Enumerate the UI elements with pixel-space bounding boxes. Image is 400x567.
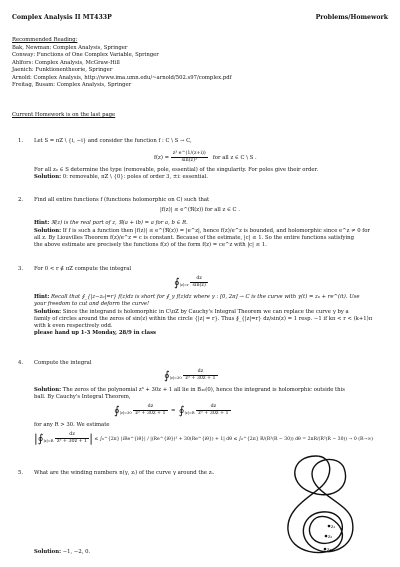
solution-text: family of circles around the zeros of sin(z) within the circle {|z| = r}. Thus ∮_{|z|=r} dz/sin(z) = 1 resp. −1 if kπ < r < (k+1)π [34, 315, 373, 322]
contour-integral-icon: ∮ [114, 403, 120, 417]
reading-line: Jaenich: Funktionentheorie, Springer [12, 67, 113, 73]
hint-text: your freedom to cut and deform the curve! [34, 301, 150, 308]
problem-statement: Find all entire functions f (functions holomorphic on C) such that [34, 197, 210, 203]
solution-text: all z. By Liouvilles Theorem f(z)/e^z = c is constant. Because of the estimate, |c| ≤ 1. So the entire functions satisfying [34, 234, 354, 241]
integral-fraction [190, 276, 207, 289]
integral-fraction [183, 369, 217, 382]
integral-numerator: dz [190, 276, 207, 283]
solution-label: Solution: [34, 227, 62, 234]
integral-numerator: dz [183, 369, 217, 376]
estimate-text: ≤ ∫₀^{2π} |iRe^{iθ}| / |(Re^{iθ})³ + 30(Re^{iθ}) + 1| dθ ≤ ∫₀^{2π} R/(R³(R − 30)) dθ = 2πR/(R³(R − 30)) → 0 (R→∞) [94, 436, 373, 442]
solution-text: If f is such a function then |f(z)| ≤ e^(ℜ(z)) = |e^z|, hence f(z)/e^z is bounded, and holomorphic since e^z ≠ 0 for [61, 227, 370, 234]
curve-gamma-diagram [282, 450, 364, 562]
contour-integral-icon: ∮ [178, 403, 185, 417]
integral-numerator: dz [55, 432, 89, 439]
point-z2 [325, 535, 328, 538]
formula-denominator: sin(z)³ [181, 158, 197, 164]
cauchy-equality: $∮_{|z|=30}$ $\frac{dz}{\text{z³ + 30z + 1}}$ = $∮_{|z|=R}$ $\frac{dz}{\text{z³ + 30z + 1}}$ [114, 403, 229, 417]
curve-gamma [288, 456, 353, 553]
integral-fraction [133, 404, 167, 417]
formula-numerator: z³ e^(1/(z+i)) [172, 151, 206, 157]
estimate-intro: for any R > 30. We estimate [34, 421, 110, 428]
integral-subscript: |z|=R [184, 410, 195, 415]
integral-numerator: dz [133, 404, 167, 411]
contour-integral-icon: |∮ [34, 431, 44, 445]
formula-rhs: for all z ∈ C \ S . [212, 155, 257, 162]
reading-title: Recommended Reading: [12, 37, 78, 43]
problem-formula: |f(z)| ≤ e^(ℜ(z)) for all z ∈ C . [160, 207, 240, 214]
integral-subscript: |z|=30 [119, 410, 132, 415]
solution-label: Solution: [34, 387, 62, 394]
solution-label: Solution: [34, 308, 62, 315]
integral-denominator: sin(z) [192, 283, 206, 289]
problem-after: For all z₀ ∈ S determine the type (removable, pole, essential) of the singularity. For poles give their order. [34, 167, 319, 174]
integral-subscript: |z|=30 [169, 376, 182, 381]
solution-text: ball. By Cauchy's Integral Theorem, [34, 394, 131, 401]
contour-integral-icon: ∮ [174, 276, 180, 290]
integral-denominator: z³ + 30z + 1 [56, 438, 88, 444]
page-header [12, 14, 388, 24]
reading-line: Ahlfors: Complex Analysis, McGraw-Hill [12, 59, 120, 66]
problem-3 [12, 266, 388, 356]
solution-text: 0: removable, πZ \ {0}: poles of order 3, ±i: essential. [61, 174, 208, 181]
solution-text: with k even respectively odd. [34, 323, 113, 330]
integral-fraction [55, 432, 89, 445]
integral-subscript: |z|=r [179, 283, 189, 288]
problem-statement: For 0 < r ∉ πZ compute the integral [34, 266, 132, 272]
integral-denominator: z³ + 30z + 1 [185, 376, 216, 382]
reading-line: Bak, Newman: Complex Analysis, Springer [12, 44, 128, 51]
problem-integral [34, 369, 388, 387]
point-label: z₃ [327, 548, 332, 553]
problem-4 [12, 360, 388, 464]
formula-fraction [171, 151, 208, 164]
integral-fraction [196, 404, 230, 417]
solution-label: Solution: [34, 549, 62, 556]
solution-text: −1, −2, 0. [61, 549, 91, 556]
problem-formula [34, 151, 388, 164]
hint-text: Recall that ∮_{|z−z₀|=r} f(z)dz is short for ∮_γ f(z)dz where γ : [0, 2π] → C is the curve with γ(t) = z₀ + re^(it). Use [49, 294, 360, 301]
estimate-chain: $|∮_{|z|=R}$ $\frac{dz}{\text{z³ + 30z + 1}}$ | ≤ ∫₀^{2π} |iRe^{iθ}| / |(Re^{iθ})³ + 30(Re^{iθ}) + 1| dθ ≤ ∫₀^{2π} R/(R³(R − 30)) dθ = 2πR/(R³(R − 30)) → 0 (R→∞) [34, 431, 373, 445]
contour-integral-icon: ∮ [164, 369, 170, 383]
problem-number: 3. [18, 266, 24, 272]
solution-text: the above estimate are precisely the functions f(z) of the form f(z) = ce^z with |c| ≤ 1. [34, 242, 267, 249]
integral-numerator: dz [196, 404, 230, 411]
point-label: z₁ [331, 525, 336, 530]
reading-line-arnold: Arnold: Complex Analysis, http://www.ima.umn.edu/~arnold/502.s97/complex.pdf [12, 74, 232, 81]
problem-statement: Let S = πZ \ {i, −i} and consider the function f : C \ S → C, [34, 138, 192, 144]
solution-text: Since the integrand is holomorphic in C\πZ by Cauchy's Integral Theorem we can replace the curve γ by a [61, 308, 349, 315]
hint-text: ℜ(z) is the real part of z, ℜ(a + ib) = a for a, b ∈ R. [49, 220, 188, 227]
reading-line: Conway: Functions of One Complex Variable, Springer [12, 52, 159, 58]
hint-label: Hint: [34, 220, 50, 227]
solution-text: The zeros of the polynomial z³ + 30z + 1 all lie in B₃₀(0), hence the integrand is holomorphic outside this [61, 387, 345, 394]
reading-line: Freitag, Busam: Complex Analysis, Springer [12, 82, 132, 88]
integral-subscript: |z|=R [43, 438, 54, 443]
integral-denominator: z³ + 30z + 1 [135, 410, 166, 416]
hint-label: Hint: [34, 294, 50, 301]
problem-number: 2. [18, 197, 24, 203]
section-title: Problems/Homework [315, 14, 388, 21]
solution-label: Solution: [34, 174, 62, 181]
course-title: Complex Analysis II MT433P [12, 14, 112, 21]
formula-lhs: f(z) = [154, 155, 170, 162]
problem-statement: What are the winding numbers n(γ, zᵢ) of the curve γ around the zᵢ. [34, 470, 215, 476]
point-z1 [328, 525, 331, 528]
problem-1 [12, 138, 388, 194]
problem-number: 1. [18, 138, 24, 144]
point-z3 [324, 548, 327, 551]
problem-statement: Compute the integral [34, 360, 92, 366]
integral-denominator: z³ + 30z + 1 [198, 410, 229, 416]
problem-2 [12, 197, 388, 263]
problem-number: 4. [18, 360, 24, 366]
problem-integral [34, 276, 388, 294]
problem-number: 5. [18, 470, 24, 476]
current-homework-note: Current Homework is on the last page [12, 112, 116, 118]
hand-up-note: please hand up 1-3 Monday, 28/9 in class [34, 330, 157, 337]
point-label: z₂ [328, 535, 333, 540]
